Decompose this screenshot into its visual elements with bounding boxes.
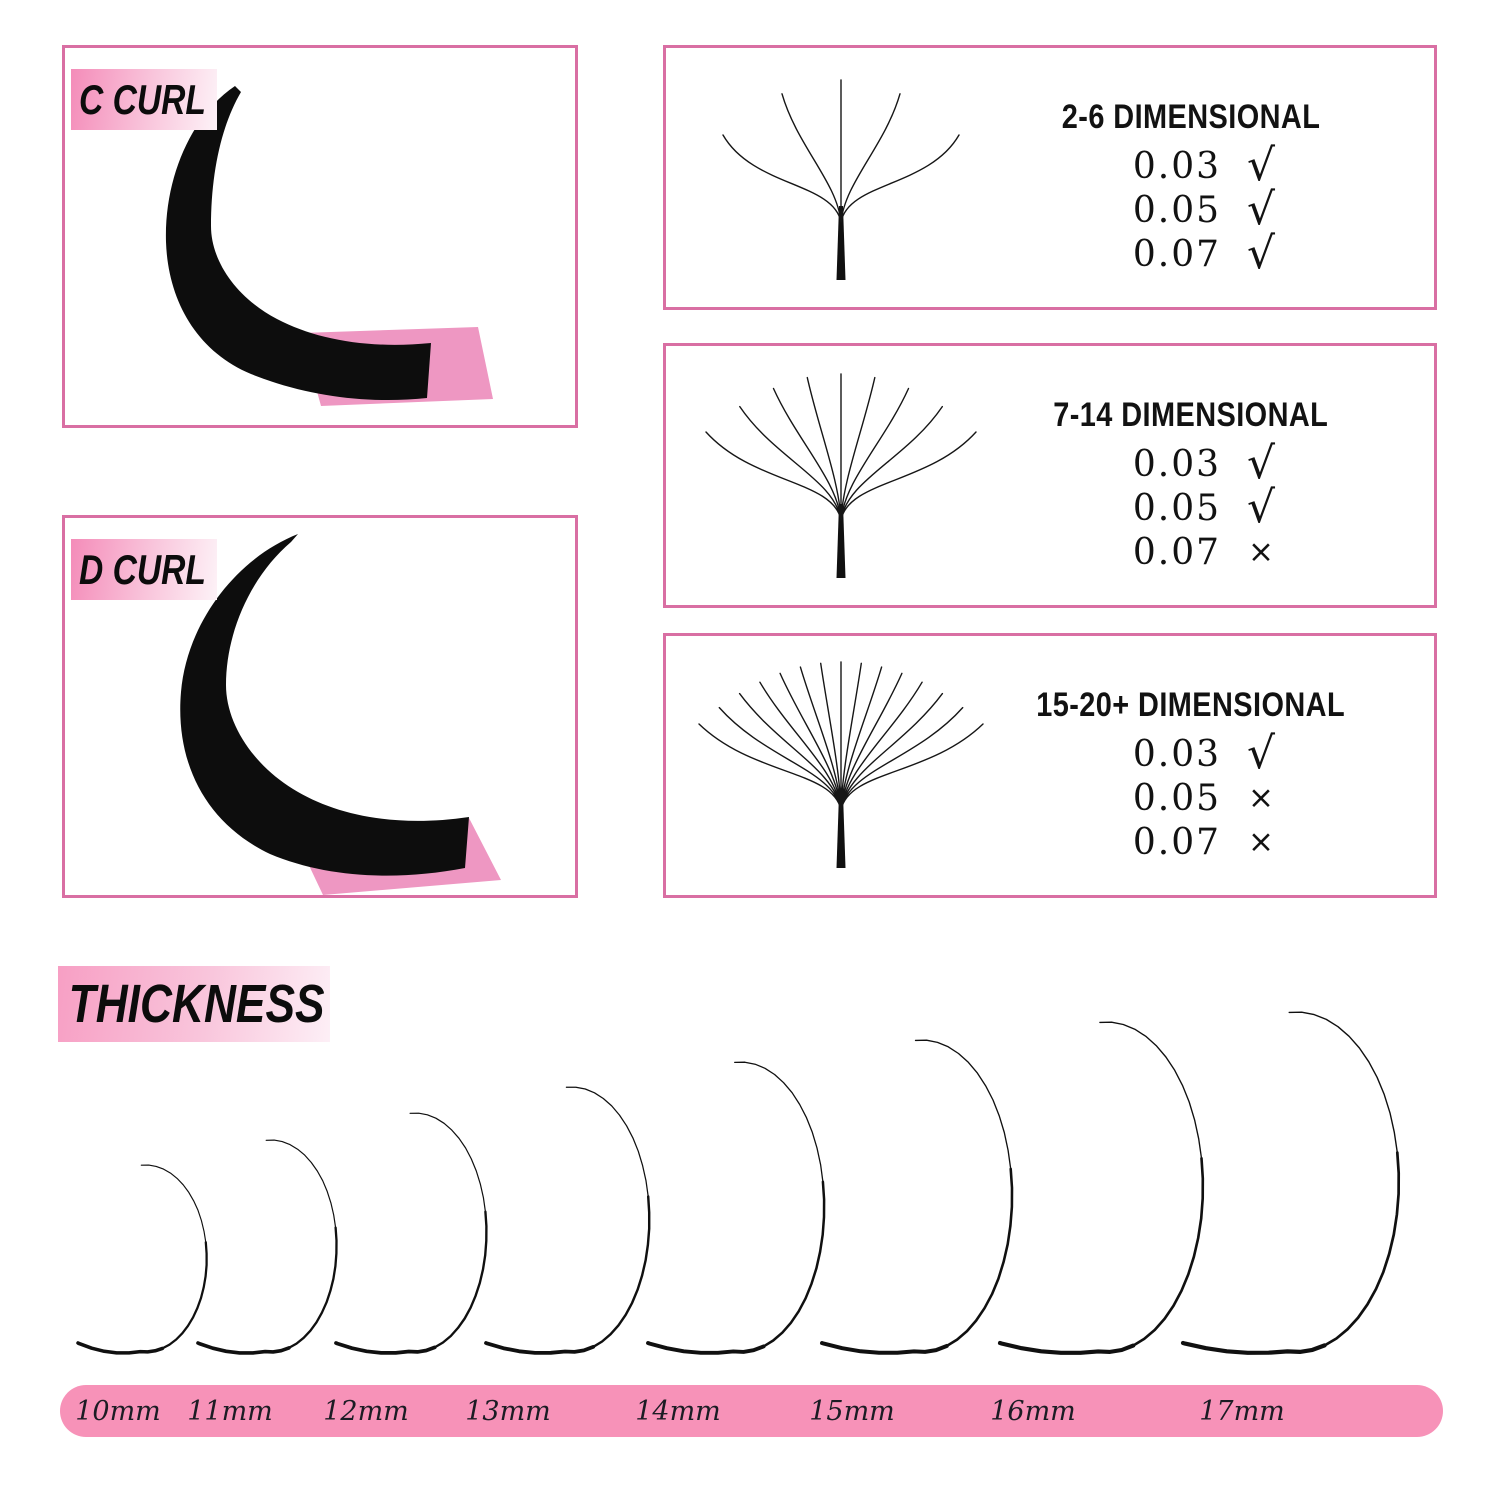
thickness-lash-curve-13mm: [584, 1197, 649, 1351]
thickness-option-row: [1021, 184, 1301, 235]
availability-mark: √: [1246, 728, 1276, 779]
thickness-value: 0.07: [1132, 821, 1221, 863]
availability-mark: √: [1246, 140, 1276, 191]
fan-strands: [699, 662, 983, 810]
dimensional-card-7-14: [663, 343, 1437, 608]
d-curl-card: [62, 515, 578, 898]
thickness-value: 0.05: [1132, 189, 1221, 231]
thickness-option-row: [1021, 438, 1301, 489]
length-label-12mm: 12mm: [323, 1395, 409, 1427]
dimensional-card-2-6: [663, 45, 1437, 310]
thickness-lash-curve-10mm: [141, 1165, 206, 1254]
thickness-value: 0.05: [1132, 487, 1221, 529]
thickness-lash-curve-12mm: [410, 1113, 486, 1226]
thickness-lash-curve-10mm: [78, 1343, 162, 1353]
thickness-lash-curve-17mm: [1183, 1343, 1325, 1353]
length-label-11mm: 11mm: [187, 1395, 273, 1427]
thickness-option-row: [1021, 728, 1301, 779]
thickness-lash-curves-image: [0, 1000, 1500, 1380]
thickness-option-row: [1021, 776, 1301, 820]
thickness-value: 0.03: [1132, 145, 1221, 187]
thickness-lash-curve-13mm: [486, 1343, 593, 1353]
thickness-lash-curve-15mm: [936, 1169, 1012, 1350]
thickness-option-row: [1021, 482, 1301, 533]
d-curl-lash-stroke: [180, 534, 469, 876]
thickness-lash-curve-15mm: [822, 1343, 947, 1353]
thickness-value: 0.03: [1132, 443, 1221, 485]
thickness-lash-curve-13mm: [566, 1087, 649, 1212]
d-curl-label-text: D CURL: [79, 546, 206, 593]
thickness-option-row: [1021, 228, 1301, 279]
dimensional-title-text: 7-14 DIMENSIONAL: [1053, 396, 1329, 434]
thickness-lash-curve-12mm: [336, 1343, 435, 1353]
availability-mark: √: [1246, 438, 1276, 489]
thickness-options: [1021, 728, 1301, 864]
length-label-13mm: 13mm: [465, 1395, 551, 1427]
thickness-option-row: [1021, 530, 1301, 574]
c-curl-lash-stroke: [166, 86, 431, 400]
thickness-options: [1021, 438, 1301, 574]
availability-mark: ×: [1248, 534, 1274, 570]
thickness-lash-curve-14mm: [735, 1062, 824, 1199]
availability-mark: ×: [1248, 824, 1274, 860]
length-label-15mm: 15mm: [809, 1395, 895, 1427]
c-curl-card: [62, 45, 578, 428]
thickness-lash-curve-16mm: [1100, 1022, 1203, 1178]
availability-mark: √: [1246, 228, 1276, 279]
length-label-16mm: 16mm: [990, 1395, 1076, 1427]
c-curl-label: [71, 69, 217, 130]
dimensional-title-text: 15-20+ DIMENSIONAL: [1036, 686, 1346, 724]
thickness-title-text: THICKNESS: [68, 974, 325, 1034]
length-label-17mm: 17mm: [1199, 1395, 1285, 1427]
availability-mark: ×: [1248, 780, 1274, 816]
length-label-14mm: 14mm: [635, 1395, 721, 1427]
dimensional-title: [916, 686, 1466, 725]
thickness-lash-curve-14mm: [648, 1343, 764, 1353]
thickness-lash-curve-17mm: [1289, 1012, 1399, 1173]
thickness-lash-curve-15mm: [916, 1040, 1013, 1188]
dimensional-title: [916, 396, 1466, 435]
length-scale-bar: [60, 1385, 1443, 1437]
length-label-10mm: 10mm: [75, 1395, 161, 1427]
c-curl-label-text: C CURL: [79, 76, 206, 123]
dimensional-card-15-20: [663, 633, 1437, 898]
thickness-lash-curve-11mm: [198, 1343, 289, 1353]
thickness-lash-curve-11mm: [281, 1228, 336, 1351]
thickness-lash-curve-11mm: [266, 1140, 336, 1240]
availability-mark: √: [1246, 482, 1276, 533]
d-curl-label: [71, 539, 217, 600]
dimensional-title: [916, 98, 1466, 137]
thickness-lash-curve-12mm: [426, 1212, 486, 1351]
thickness-value: 0.07: [1132, 531, 1221, 573]
thickness-lash-curve-16mm: [1000, 1343, 1133, 1353]
thickness-option-row: [1021, 140, 1301, 191]
thickness-value: 0.05: [1132, 777, 1221, 819]
thickness-option-row: [1021, 820, 1301, 864]
thickness-options: [1021, 140, 1301, 279]
dimensional-title-text: 2-6 DIMENSIONAL: [1061, 98, 1321, 136]
thickness-lash-curve-10mm: [155, 1242, 206, 1351]
thickness-value: 0.03: [1132, 733, 1221, 775]
availability-mark: √: [1246, 184, 1276, 235]
thickness-value: 0.07: [1132, 233, 1221, 275]
thickness-lash-curve-17mm: [1312, 1153, 1398, 1350]
thickness-lash-curve-16mm: [1122, 1158, 1203, 1350]
thickness-lash-curve-14mm: [754, 1182, 825, 1350]
